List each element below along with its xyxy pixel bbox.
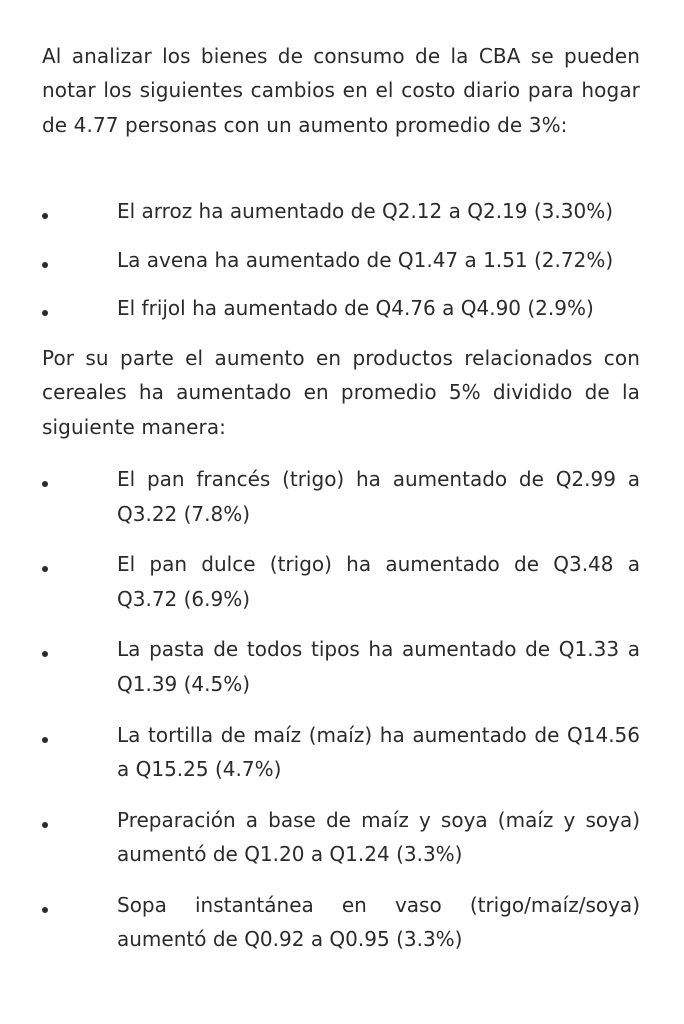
bullet-icon bbox=[42, 262, 48, 268]
list-item bbox=[0, 243, 684, 292]
list-item bbox=[0, 462, 684, 547]
bullet-icon bbox=[42, 822, 48, 828]
list-item-text: La tortilla de maíz (maíz) ha aumentado de Q14.56 a Q15.25 (4.7%) bbox=[117, 722, 640, 782]
bullet-icon bbox=[42, 213, 48, 219]
list-item bbox=[0, 547, 684, 632]
bullet-icon bbox=[42, 907, 48, 913]
cereal-products-list bbox=[0, 462, 684, 973]
list-item bbox=[0, 718, 684, 803]
intro-paragraph: Al analizar los bienes de consumo de la CBA se pueden notar los siguientes cambios en el costo diario para hogar de 4.77 personas con un aumento promedio de 3%: bbox=[42, 44, 640, 137]
list-item-text: El pan dulce (trigo) ha aumentado de Q3.48 a Q3.72 (6.9%) bbox=[117, 552, 640, 611]
list-item-text: La pasta de todos tipos ha aumentado de Q1.33 a Q1.39 (4.5%) bbox=[117, 637, 640, 696]
list-item-text: El pan francés (trigo) ha aumentado de Q2.99 a Q3.22 (7.8%) bbox=[117, 467, 640, 526]
list-item-text: El frijol ha aumentado de Q4.76 a Q4.90 (2.9%) bbox=[117, 296, 594, 320]
list-item bbox=[0, 803, 684, 888]
list-item bbox=[0, 632, 684, 717]
basic-goods-list bbox=[0, 194, 684, 340]
list-item bbox=[0, 194, 684, 243]
bullet-icon bbox=[42, 651, 48, 657]
bullet-icon bbox=[42, 481, 48, 487]
list-item-text: El arroz ha aumentado de Q2.12 a Q2.19 (3.30%) bbox=[117, 199, 613, 223]
list-item-text: La avena ha aumentado de Q1.47 a 1.51 (2.72%) bbox=[117, 247, 614, 272]
list-item bbox=[0, 291, 684, 340]
list-item bbox=[0, 888, 684, 973]
bullet-icon bbox=[42, 566, 48, 572]
bullet-icon bbox=[42, 737, 48, 743]
bullet-icon bbox=[42, 310, 48, 316]
list-item-text: Sopa instantánea en vaso (trigo/maíz/soya) aumentó de Q0.92 a Q0.95 (3.3%) bbox=[117, 892, 640, 952]
cereals-paragraph: Por su parte el aumento en productos relacionados con cereales ha aumentado en promedio 5% dividido de la siguiente manera: bbox=[42, 346, 640, 439]
list-item-text: Preparación a base de maíz y soya (maíz y soya) aumentó de Q1.20 a Q1.24 (3.3%) bbox=[117, 807, 640, 867]
